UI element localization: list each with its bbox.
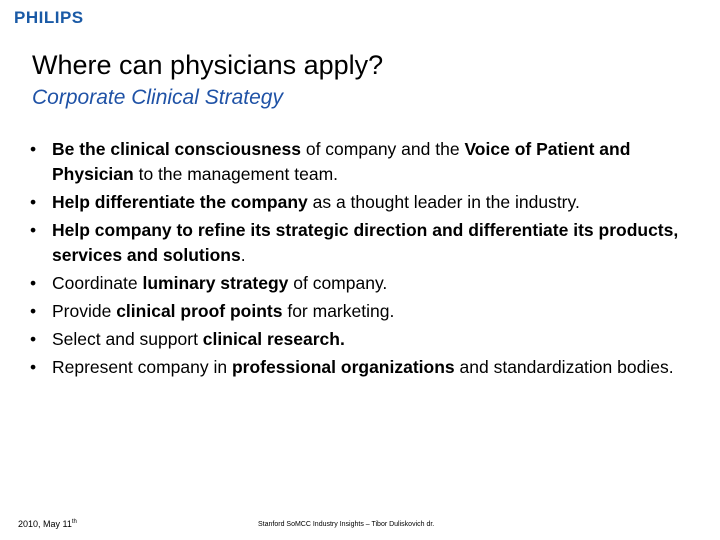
bullet-text: to the management team. [133, 164, 339, 184]
bullet-text: for marketing. [282, 301, 395, 321]
philips-logo: PHILIPS [14, 8, 84, 27]
bullet-item [28, 327, 698, 352]
bullet-text: Voice of Patient and Physician [52, 139, 631, 184]
bullet-dot-icon: • [30, 273, 37, 293]
bullet-text: professional organizations [231, 357, 455, 377]
bullet-list [28, 137, 698, 383]
bullet-item [28, 190, 698, 215]
bullet-text: Coordinate [52, 273, 143, 293]
bullet-dot-icon: • [30, 220, 37, 240]
bullet-dot-icon: • [30, 329, 37, 349]
bullet-item [28, 271, 698, 296]
bullet-text: of company and the [300, 139, 465, 159]
bullet-text: clinical research. [202, 329, 345, 349]
slide-title: Where can physicians apply? [32, 50, 384, 80]
bullet-dot-icon: • [30, 301, 37, 321]
bullet-item [28, 137, 698, 187]
bullet-dot-icon: • [30, 139, 37, 159]
bullet-text: Help differentiate the company [52, 192, 308, 212]
bullet-dot-icon: • [30, 357, 37, 377]
footer-date: 2010, May 11th [18, 519, 77, 529]
bullet-text: and standardization bodies. [454, 357, 674, 377]
bullet-text: Select and support [52, 329, 203, 349]
slide-subtitle: Corporate Clinical Strategy [32, 86, 283, 109]
bullet-text: as a thought leader in the industry. [307, 192, 580, 212]
footer-credit: Stanford SoMCC Industry Insights – Tibor Duliskovich dr. [258, 521, 435, 528]
bullet-text: luminary strategy [142, 273, 289, 293]
bullet-text: clinical proof points [116, 301, 283, 321]
bullet-text: Represent company in [52, 357, 232, 377]
bullet-text: Provide [52, 301, 117, 321]
bullet-text: Help company to refine its strategic direction and differentiate its products, services and solutions [52, 220, 679, 265]
bullet-item [28, 218, 698, 268]
bullet-item [28, 355, 698, 380]
bullet-dot-icon: • [30, 192, 37, 212]
bullet-text: of company. [288, 273, 388, 293]
bullet-text: . [240, 245, 246, 265]
bullet-item [28, 299, 698, 324]
bullet-text: Be the clinical consciousness [52, 139, 301, 159]
